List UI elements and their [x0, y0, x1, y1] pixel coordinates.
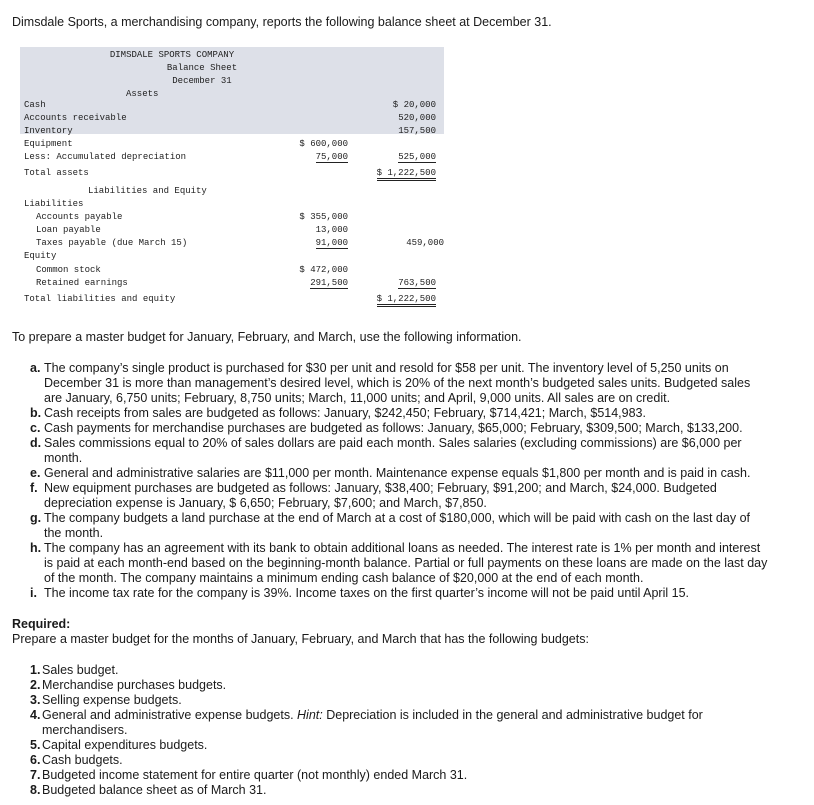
item-key: 8.	[30, 783, 41, 797]
item-key: a.	[30, 361, 41, 375]
row-value: 763,500	[398, 278, 436, 288]
table-row	[20, 225, 444, 238]
item-text: Selling expense budgets.	[42, 693, 182, 707]
item-key: 4.	[30, 708, 41, 722]
table-row	[20, 294, 444, 307]
item-text: Capital expenditures budgets.	[42, 738, 208, 752]
table-row	[20, 278, 444, 291]
balance-sheet	[20, 47, 444, 304]
item-text: The company’s single product is purchased for $30 per unit and resold for $58 per unit. The inventory level of 5,250 units on December 31 is more than management’s desired level, which is 20% of the next month’s budgeted sales units. Budgeted sales are January, 6,750 units; February, 8,750 units; March, 11,000 units; and April, 9,000 units. All sales are on credit.	[44, 361, 751, 405]
table-row	[20, 139, 444, 152]
row-label: Total liabilities and equity	[24, 294, 176, 304]
row-mid-value: 13,000	[315, 225, 348, 235]
table-row	[20, 168, 444, 181]
list-item	[30, 421, 770, 436]
row-value: 459,000	[406, 238, 444, 248]
statement-date: December 31	[172, 76, 232, 86]
item-key: b.	[30, 406, 42, 420]
intro-text: Dimsdale Sports, a merchandising company, reports the following balance sheet at December 31.	[12, 15, 552, 29]
list-item	[30, 768, 770, 783]
row-label: Common stock	[36, 265, 101, 275]
table-row	[20, 152, 444, 165]
item-text: Budgeted income statement for entire quarter (not monthly) ended March 31.	[42, 768, 468, 782]
list-item	[30, 481, 770, 511]
row-label: Liabilities	[24, 199, 84, 209]
row-value: 525,000	[398, 152, 436, 162]
section-header: Liabilities and Equity	[88, 186, 207, 196]
row-value: $ 1,222,500	[377, 168, 436, 181]
row-value: $ 1,222,500	[377, 294, 436, 307]
row-label: Accounts receivable	[24, 113, 127, 123]
list-item	[30, 436, 770, 466]
row-mid-value: $ 472,000	[299, 265, 348, 275]
required-label: Required:	[12, 617, 71, 631]
row-value: 520,000	[398, 113, 436, 123]
item-key: 1.	[30, 663, 41, 677]
row-label: Total assets	[24, 168, 89, 178]
item-key: d.	[30, 436, 42, 450]
row-label: Equity	[24, 251, 57, 261]
row-mid-value: 91,000	[315, 238, 348, 248]
table-row	[20, 186, 444, 199]
list-item	[30, 753, 770, 768]
row-value: $ 20,000	[392, 100, 436, 110]
table-row	[20, 212, 444, 225]
item-key: h.	[30, 541, 42, 555]
list-item	[30, 541, 770, 586]
item-key: 2.	[30, 678, 41, 692]
table-row	[20, 251, 444, 264]
item-key: c.	[30, 421, 41, 435]
item-text: Sales commissions equal to 20% of sales dollars are paid each month. Sales salaries (excluding commissions) are $6,000 per month.	[44, 436, 742, 465]
list-item	[30, 406, 770, 421]
info-list	[30, 361, 770, 601]
list-item	[30, 783, 770, 798]
row-label: Taxes payable (due March 15)	[36, 238, 188, 248]
row-label: Cash	[24, 100, 46, 110]
list-item	[30, 693, 770, 708]
row-label: Accounts payable	[36, 212, 123, 222]
statement-title: Balance Sheet	[166, 63, 238, 73]
row-label: Loan payable	[36, 225, 101, 235]
row-mid-value: $ 600,000	[299, 139, 348, 149]
row-label: Retained earnings	[36, 278, 128, 288]
balance-sheet-header	[20, 47, 444, 134]
list-item	[30, 678, 770, 693]
list-item	[30, 708, 770, 738]
hint-text: Depreciation is included in the general and administrative budget for merchandisers.	[42, 708, 703, 737]
item-text: Merchandise purchases budgets.	[42, 678, 227, 692]
hint-label: Hint:	[297, 708, 323, 722]
item-text: General and administrative expense budgets.	[42, 708, 294, 722]
item-key: 5.	[30, 738, 41, 752]
row-mid-value: $ 355,000	[299, 212, 348, 222]
item-text: New equipment purchases are budgeted as follows: January, $38,400; February, $91,200; and March, $24,000. Budgeted depreciation expense is January, $ 6,650; February, $7,600; and March, $7,850.	[44, 481, 717, 510]
list-item	[30, 738, 770, 753]
row-label: Less: Accumulated depreciation	[24, 152, 187, 162]
required-text: Prepare a master budget for the months of January, February, and March that has the following budgets:	[12, 632, 589, 646]
item-key: 6.	[30, 753, 41, 767]
balance-sheet-body	[20, 134, 444, 314]
budget-steps-list	[30, 663, 770, 798]
list-item	[30, 361, 770, 406]
table-row	[20, 199, 444, 212]
item-key: i.	[30, 586, 37, 600]
table-row	[20, 238, 444, 251]
prepare-text: To prepare a master budget for January, February, and March, use the following information.	[12, 330, 522, 344]
item-text: Cash budgets.	[42, 753, 123, 767]
item-key: e.	[30, 466, 41, 480]
item-text: General and administrative salaries are $11,000 per month. Maintenance expense equals $1,800 per month and is paid in cash.	[44, 466, 751, 480]
company-name: DIMSDALE SPORTS COMPANY	[109, 50, 235, 60]
row-label: Inventory	[24, 126, 73, 136]
item-key: f.	[30, 481, 38, 495]
list-item	[30, 586, 770, 601]
row-value: 157,500	[398, 126, 436, 136]
item-text: The company has an agreement with its bank to obtain additional loans as needed. The interest rate is 1% per month and interest is paid at each month-end based on the beginning-month balance. Partial or full payments on these loans are made on the last day of the month. The company maintains a minimum ending cash balance of $20,000 at the end of each month.	[44, 541, 768, 585]
row-label: Equipment	[24, 139, 73, 149]
row-mid-value: 291,500	[310, 278, 348, 288]
item-key: 3.	[30, 693, 41, 707]
assets-header: Assets	[126, 89, 159, 99]
row-mid-value: 75,000	[315, 152, 348, 162]
item-key: 7.	[30, 768, 41, 782]
item-text: The income tax rate for the company is 39%. Income taxes on the first quarter’s income will not be paid until April 15.	[44, 586, 690, 600]
table-row	[20, 265, 444, 278]
list-item	[30, 663, 770, 678]
item-key: g.	[30, 511, 42, 525]
list-item	[30, 511, 770, 541]
list-item	[30, 466, 770, 481]
item-text: Cash payments for merchandise purchases are budgeted as follows: January, $65,000; February, $309,500; March, $133,200.	[44, 421, 743, 435]
item-text: Sales budget.	[42, 663, 119, 677]
item-text: The company budgets a land purchase at the end of March at a cost of $180,000, which will be paid with cash on the last day of the month.	[44, 511, 750, 540]
item-text: Cash receipts from sales are budgeted as follows: January, $242,450; February, $714,421; March, $514,983.	[44, 406, 646, 420]
item-text: Budgeted balance sheet as of March 31.	[42, 783, 267, 797]
